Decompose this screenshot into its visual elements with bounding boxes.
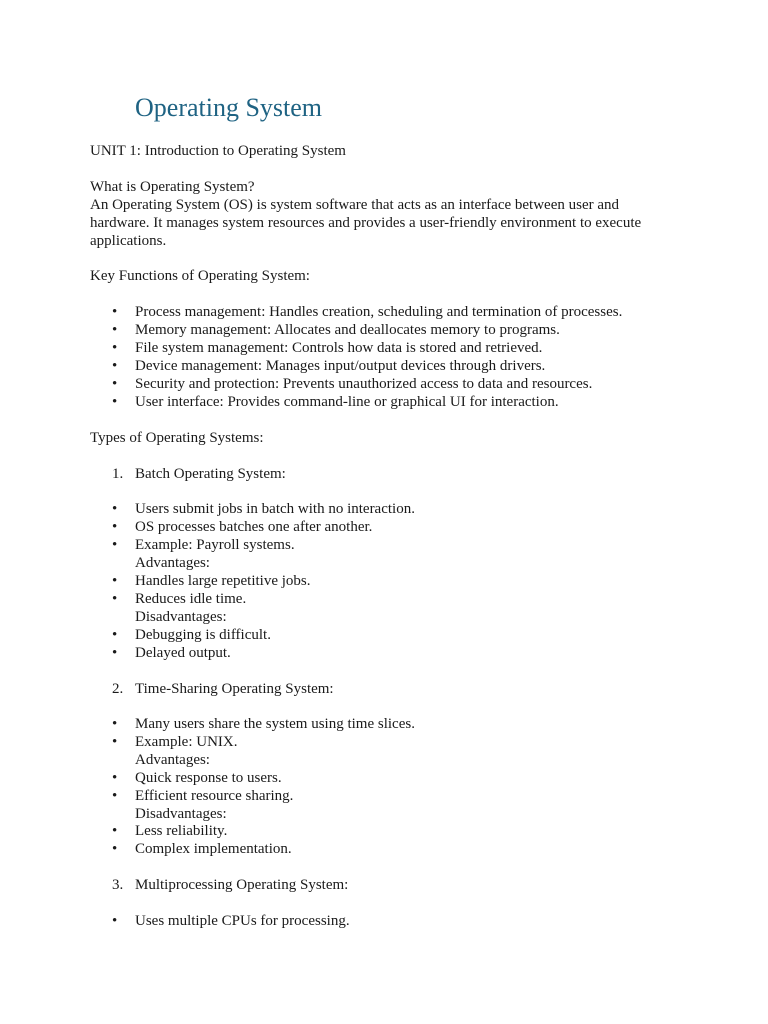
document-title: Operating System bbox=[135, 93, 323, 122]
list-item-text: Quick response to users. bbox=[135, 770, 282, 786]
list-item-text: Less reliability. bbox=[135, 823, 228, 839]
list-item-text: Efficient resource sharing. bbox=[135, 788, 294, 804]
unit-heading: UNIT 1: Introduction to Operating System bbox=[90, 143, 346, 159]
bullet-icon: • bbox=[112, 591, 118, 607]
what-is-line: An Operating System (OS) is system software that acts as an interface between user and bbox=[90, 197, 620, 213]
key-functions-heading: Key Functions of Operating System: bbox=[90, 268, 310, 284]
sub-label-text: Advantages: bbox=[135, 752, 210, 768]
section-number: 2. bbox=[112, 681, 124, 697]
sub-label-text: Advantages: bbox=[135, 555, 210, 571]
list-item-text: Security and protection: Prevents unauthorized access to data and resources. bbox=[135, 376, 593, 392]
bullet-icon: • bbox=[112, 573, 118, 589]
list-item-text: Device management: Manages input/output devices through drivers. bbox=[135, 358, 546, 374]
list-item-text: Example: Payroll systems. bbox=[135, 537, 295, 553]
what-is-line: applications. bbox=[90, 233, 167, 249]
types-heading: Types of Operating Systems: bbox=[90, 430, 264, 446]
bullet-icon: • bbox=[112, 823, 118, 839]
section-name: Multiprocessing Operating System: bbox=[135, 877, 349, 893]
bullet-icon: • bbox=[112, 501, 118, 517]
bullet-icon: • bbox=[112, 841, 118, 857]
what-is-paragraph bbox=[90, 196, 660, 250]
list-item-text: Debugging is difficult. bbox=[135, 627, 271, 643]
list-item-text: Process management: Handles creation, scheduling and termination of processes. bbox=[135, 304, 623, 320]
list-item-text: Handles large repetitive jobs. bbox=[135, 573, 311, 589]
bullet-icon: • bbox=[112, 770, 118, 786]
list-item-text: Many users share the system using time slices. bbox=[135, 716, 415, 732]
list-item-text: File system management: Controls how data is stored and retrieved. bbox=[135, 340, 543, 356]
bullet-icon: • bbox=[112, 716, 118, 732]
sub-label-text: Disadvantages: bbox=[135, 806, 227, 822]
list-item-text: Uses multiple CPUs for processing. bbox=[135, 913, 350, 929]
bullet-icon: • bbox=[112, 627, 118, 643]
bullet-icon: • bbox=[112, 519, 118, 535]
bullet-icon: • bbox=[112, 645, 118, 661]
bullet-icon: • bbox=[112, 788, 118, 804]
list-item-text: Reduces idle time. bbox=[135, 591, 247, 607]
what-is-line: hardware. It manages system resources and provides a user-friendly environment to execute bbox=[90, 215, 642, 231]
bullet-icon: • bbox=[112, 913, 118, 929]
list-item-text: Example: UNIX. bbox=[135, 734, 238, 750]
list-item-text: Delayed output. bbox=[135, 645, 231, 661]
list-item-text: User interface: Provides command-line or graphical UI for interaction. bbox=[135, 394, 559, 410]
list-item-text: Users submit jobs in batch with no interaction. bbox=[135, 501, 415, 517]
list-item-text: Complex implementation. bbox=[135, 841, 292, 857]
list-item-text: Memory management: Allocates and deallocates memory to programs. bbox=[135, 322, 560, 338]
bullet-icon: • bbox=[112, 322, 118, 338]
list-item-text: OS processes batches one after another. bbox=[135, 519, 373, 535]
bullet-icon: • bbox=[112, 304, 118, 320]
section-name: Batch Operating System: bbox=[135, 466, 286, 482]
section-number: 1. bbox=[112, 466, 124, 482]
bullet-icon: • bbox=[112, 358, 118, 374]
bullet-icon: • bbox=[112, 394, 118, 410]
section-name: Time-Sharing Operating System: bbox=[135, 681, 334, 697]
sub-label-text: Disadvantages: bbox=[135, 609, 227, 625]
bullet-icon: • bbox=[112, 340, 118, 356]
bullet-icon: • bbox=[112, 376, 118, 392]
section-number: 3. bbox=[112, 877, 124, 893]
what-is-heading: What is Operating System? bbox=[90, 179, 255, 195]
bullet-icon: • bbox=[112, 734, 118, 750]
bullet-icon: • bbox=[112, 537, 118, 553]
